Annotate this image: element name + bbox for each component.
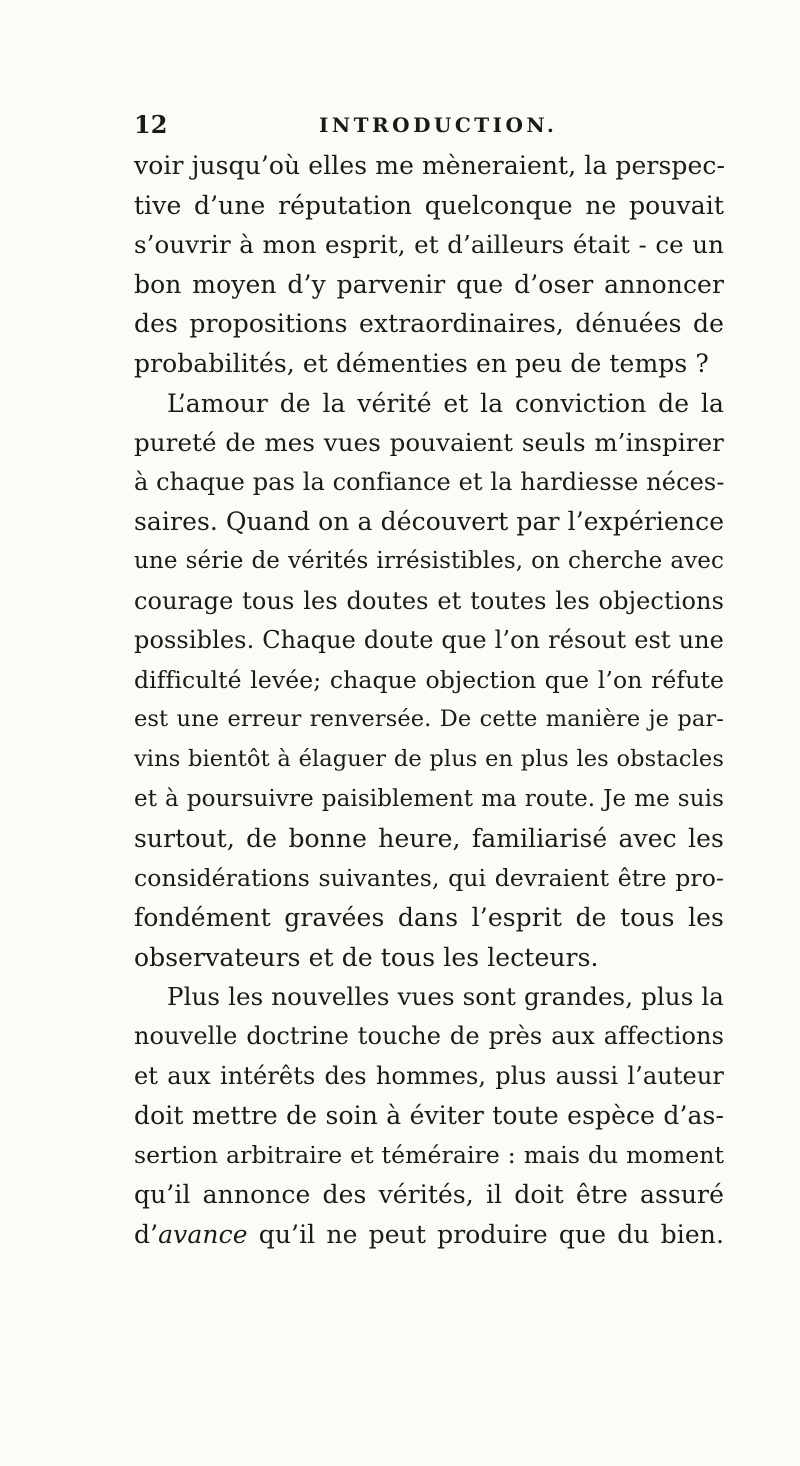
text-line: surtout, de bonne heure, familiarisé avec les [134, 824, 724, 854]
text-line-last [134, 1215, 724, 1255]
text-line: à chaque pas la confiance et la hardiesse néces- [134, 467, 725, 496]
text-fragment: qu’il ne peut produire que du bien. [247, 1220, 724, 1250]
text-line: voir jusqu’où elles me mèneraient, la perspec- [134, 151, 726, 180]
text-line: une série de vérités irrésistibles, on cherche avec [134, 547, 724, 574]
text-line: pureté de mes vues pouvaient seuls m’inspirer [134, 428, 724, 458]
running-title: INTRODUCTION. [319, 113, 558, 137]
text-line: observateurs et de tous les lecteurs. [134, 942, 599, 972]
text-line: et aux intérêts des hommes, plus aussi l’auteur [134, 1061, 724, 1090]
text-line: des propositions extraordinaires, dénuées de [134, 309, 724, 339]
text-line: s’ouvrir à mon esprit, et d’ailleurs était - ce un [134, 230, 724, 260]
text-line: bon moyen d’y parvenir que d’oser annoncer [134, 269, 724, 299]
text-line: vins bientôt à élaguer de plus en plus les obstacles [134, 745, 724, 772]
text-line: qu’il annonce des vérités, il doit être assuré [134, 1180, 724, 1210]
text-line: nouvelle doctrine touche de près aux affections [134, 1022, 724, 1051]
body-text [134, 146, 724, 1255]
text-line: sertion arbitraire et téméraire : mais du moment [134, 1140, 724, 1169]
italic-word: avance [158, 1220, 248, 1250]
text-line: et à poursuivre paisiblement ma route. Je me suis [134, 785, 724, 812]
text-line: doit mettre de soin à éviter toute espèce d’as- [134, 1101, 724, 1131]
text-line: difficulté levée; chaque objection que l’on réfute [134, 665, 724, 694]
text-line: saires. Quand on a découvert par l’expérience [134, 507, 725, 537]
text-line: possibles. Chaque doute que l’on résout est une [134, 626, 724, 655]
text-line: Plus les nouvelles vues sont grandes, plus la [167, 982, 724, 1012]
text-fragment: d’ [134, 1220, 159, 1250]
text-line: L’amour de la vérité et la conviction de la [167, 388, 724, 418]
text-line: tive d’une réputation quelconque ne pouvait [134, 190, 724, 220]
text-line: courage tous les doutes et toutes les objections [134, 586, 724, 615]
text-line: fondément gravées dans l’esprit de tous les [134, 903, 724, 933]
text-line: est une erreur renversée. De cette manière je par- [134, 706, 724, 733]
running-head [134, 108, 719, 142]
text-line: considérations suivantes, qui devraient être pro- [134, 863, 724, 892]
text-line: probabilités, et démenties en peu de temps ? [134, 348, 709, 378]
page-number: 12 [134, 110, 168, 139]
